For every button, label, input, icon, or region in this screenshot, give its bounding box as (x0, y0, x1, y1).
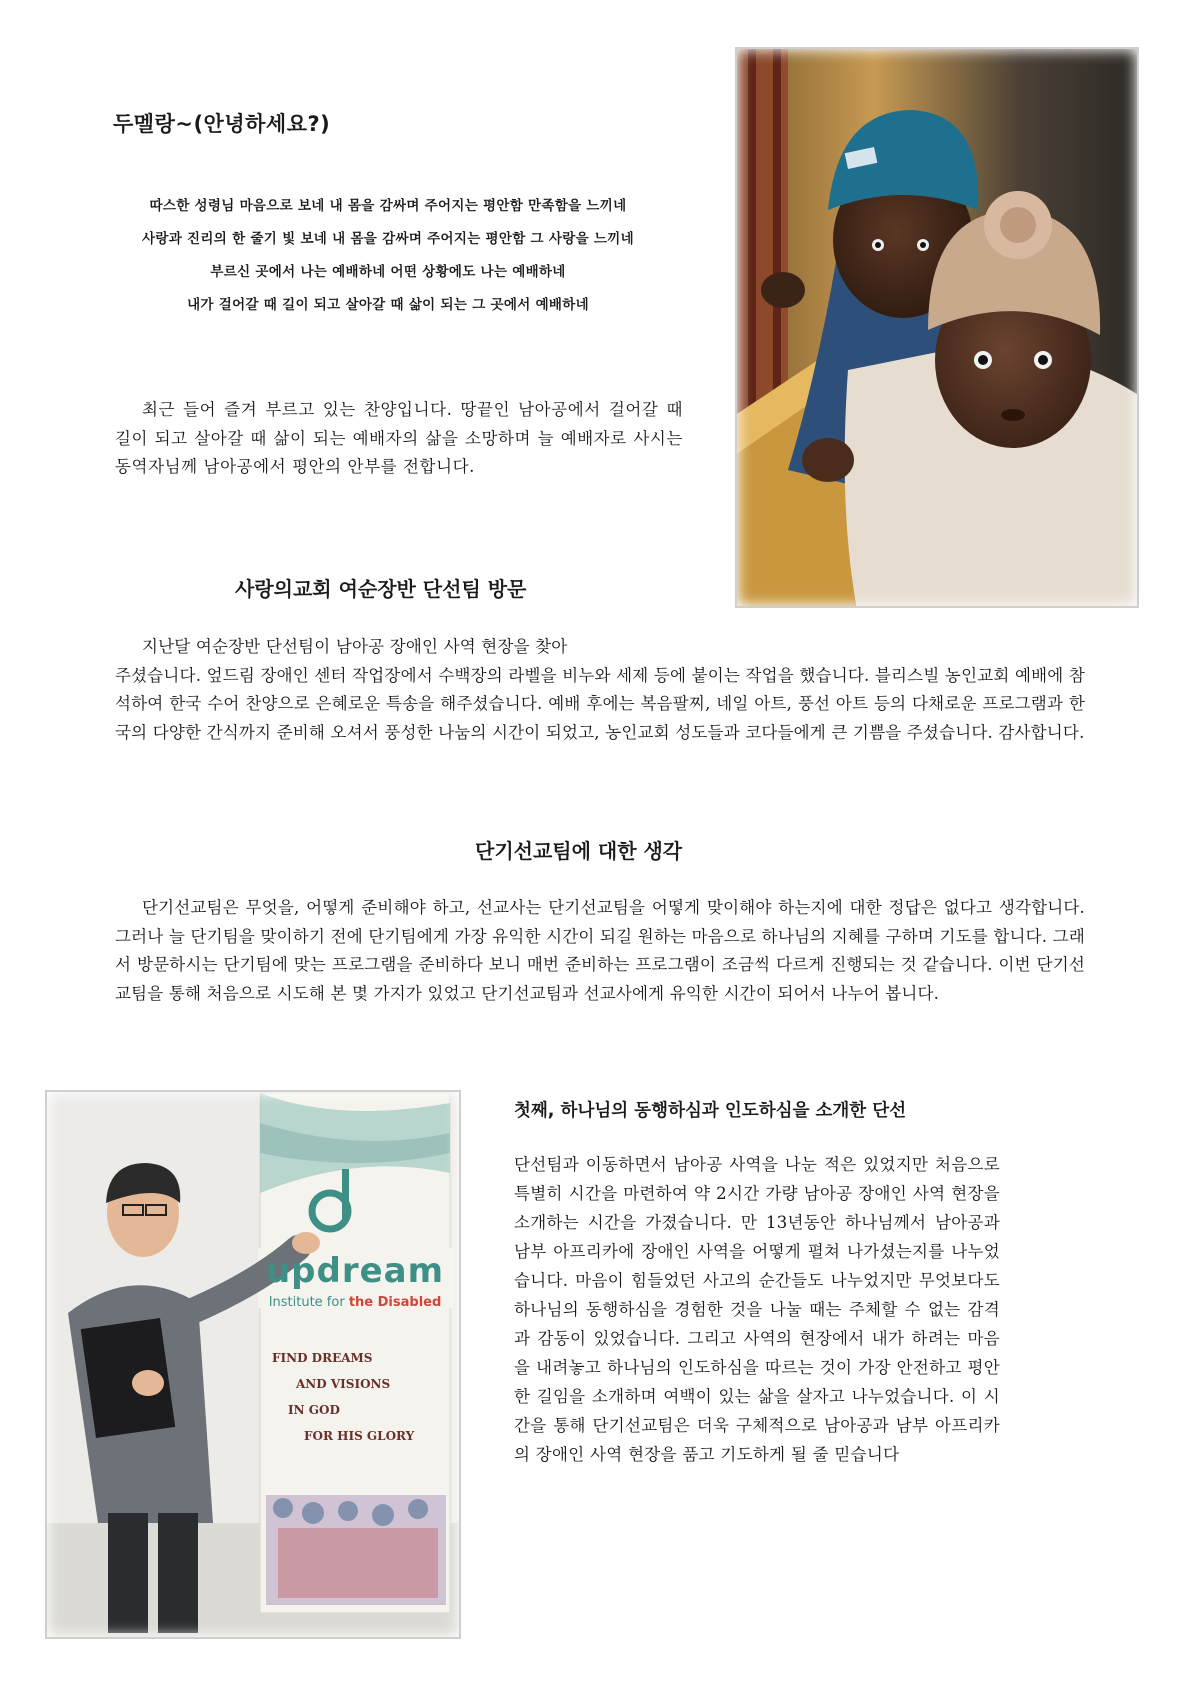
greeting-heading: 두멜랑~(안녕하세요?) (113, 112, 331, 136)
visit-first-line: 지난달 여순장반 단선팀이 남아공 장애인 사역 현장을 찾아 (142, 637, 568, 656)
banner-logo-word: updream (265, 1251, 445, 1291)
banner-slogan-line: IN GOD (288, 1403, 340, 1417)
banner-institute (260, 1295, 450, 1310)
visit-body: 주셨습니다. 엎드림 장애인 센터 작업장에서 수백장의 라벨을 비누와 세제 등에 붙이는 작업을 했습니다. 블리스빌 농인교회 예배에 참석하여 한국 수어 찬양으로 은혜로운 특송을 해주셨습니다. 예배 후에는 복음팔찌, 네일 아트, 풍선 아트 등의 다채로운 프로그램과 한국의 다양한 간식까지 준비해 오셔서 풍성한 나눔의 시간이 되었고, 농인교회 성도들과 코다들에게 큰 기쁨을 주셨습니다. 감사합니다. (115, 665, 1085, 742)
section-title-first: 첫째, 하나님의 동행하심과 인도하심을 소개한 단선 (514, 1101, 907, 1121)
visit-paragraph (115, 633, 1085, 747)
children-photo (728, 40, 1146, 615)
section-title-visit: 사랑의교회 여순장반 단선팀 방문 (235, 577, 527, 601)
lyrics-line: 부르신 곳에서 나는 예배하네 어떤 상황에도 나는 예배하네 (210, 264, 566, 280)
banner-slogan (270, 1345, 450, 1449)
lyrics-line: 따스한 성령님 마음으로 보네 내 몸을 감싸며 주어지는 평안함 만족함을 느끼네 (149, 198, 627, 214)
first-paragraph: 단선팀과 이동하면서 남아공 사역을 나눈 적은 있었지만 처음으로 특별히 시간을 마련하여 약 2시간 가량 남아공 장애인 사역 현장을 소개하는 시간을 가졌습니다. 만 13년동안 하나님께서 남아공과 남부 아프리카에 장애인 사역을 어떻게 펼쳐 나가셨는지를 나누었습니다. 마음이 힘들었던 사고의 순간들도 나누었지만 무엇보다도 하나님의 동행하심을 경험한 것을 나눌 때는 주체할 수 없는 감격과 감동이 있었습니다. 그리고 사역의 현장에서 내가 하려는 마음을 내려놓고 하나님의 인도하심을 따르는 것이 가장 안전하고 평안한 길임을 소개하며 여백이 있는 삶을 살자고 나누었습니다. 이 시간을 통해 단기선교팀은 더욱 구체적으로 남아공과 남부 아프리카의 장애인 사역 현장을 품고 기도하게 될 줄 믿습니다 (514, 1155, 1000, 1464)
section-title-thoughts: 단기선교팀에 대한 생각 (475, 839, 683, 863)
intro-paragraph: 최근 들어 즐겨 부르고 있는 찬양입니다. 땅끝인 남아공에서 걸어갈 때 길이 되고 살아갈 때 삶이 되는 예배자의 삶을 소망하며 늘 예배자로 사시는 동역자님께 남아공에서 평안의 안부를 전합니다. (115, 400, 683, 476)
banner-institute-accent: the Disabled (348, 1295, 442, 1310)
lyrics-line: 내가 걸어갈 때 길이 되고 살아갈 때 삶이 되는 그 곳에서 예배하네 (187, 297, 589, 313)
banner-slogan-line: FIND DREAMS (272, 1351, 373, 1365)
lyrics-block (108, 190, 668, 322)
banner-slogan-line: AND VISIONS (296, 1377, 391, 1391)
presenter-photo (38, 1083, 468, 1646)
lyrics-line: 사랑과 진리의 한 줄기 빛 보네 내 몸을 감싸며 주어지는 평안함 그 사랑을 느끼네 (142, 231, 634, 247)
banner-institute-prefix: Institute for (268, 1295, 345, 1310)
banner-slogan-line: FOR HIS GLORY (304, 1429, 415, 1443)
thoughts-paragraph: 단기선교팀은 무엇을, 어떻게 준비해야 하고, 선교사는 단기선교팀을 어떻게 맞이해야 하는지에 대한 정답은 없다고 생각합니다. 그러나 늘 단기팀을 맞이하기 전에 단기팀에게 가장 유익한 시간이 되길 원하는 마음으로 하나님의 지혜를 구하며 기도를 합니다. 그래서 방문하시는 단기팀에 맞는 프로그램을 준비하다 보니 매번 준비하는 프로그램이 조금씩 다르게 진행되는 것 같습니다. 이번 단기선교팀을 통해 처음으로 시도해 본 몇 가지가 있었고 단기선교팀과 선교사에게 유익한 시간이 되어서 나누어 봅니다. (115, 898, 1085, 1003)
